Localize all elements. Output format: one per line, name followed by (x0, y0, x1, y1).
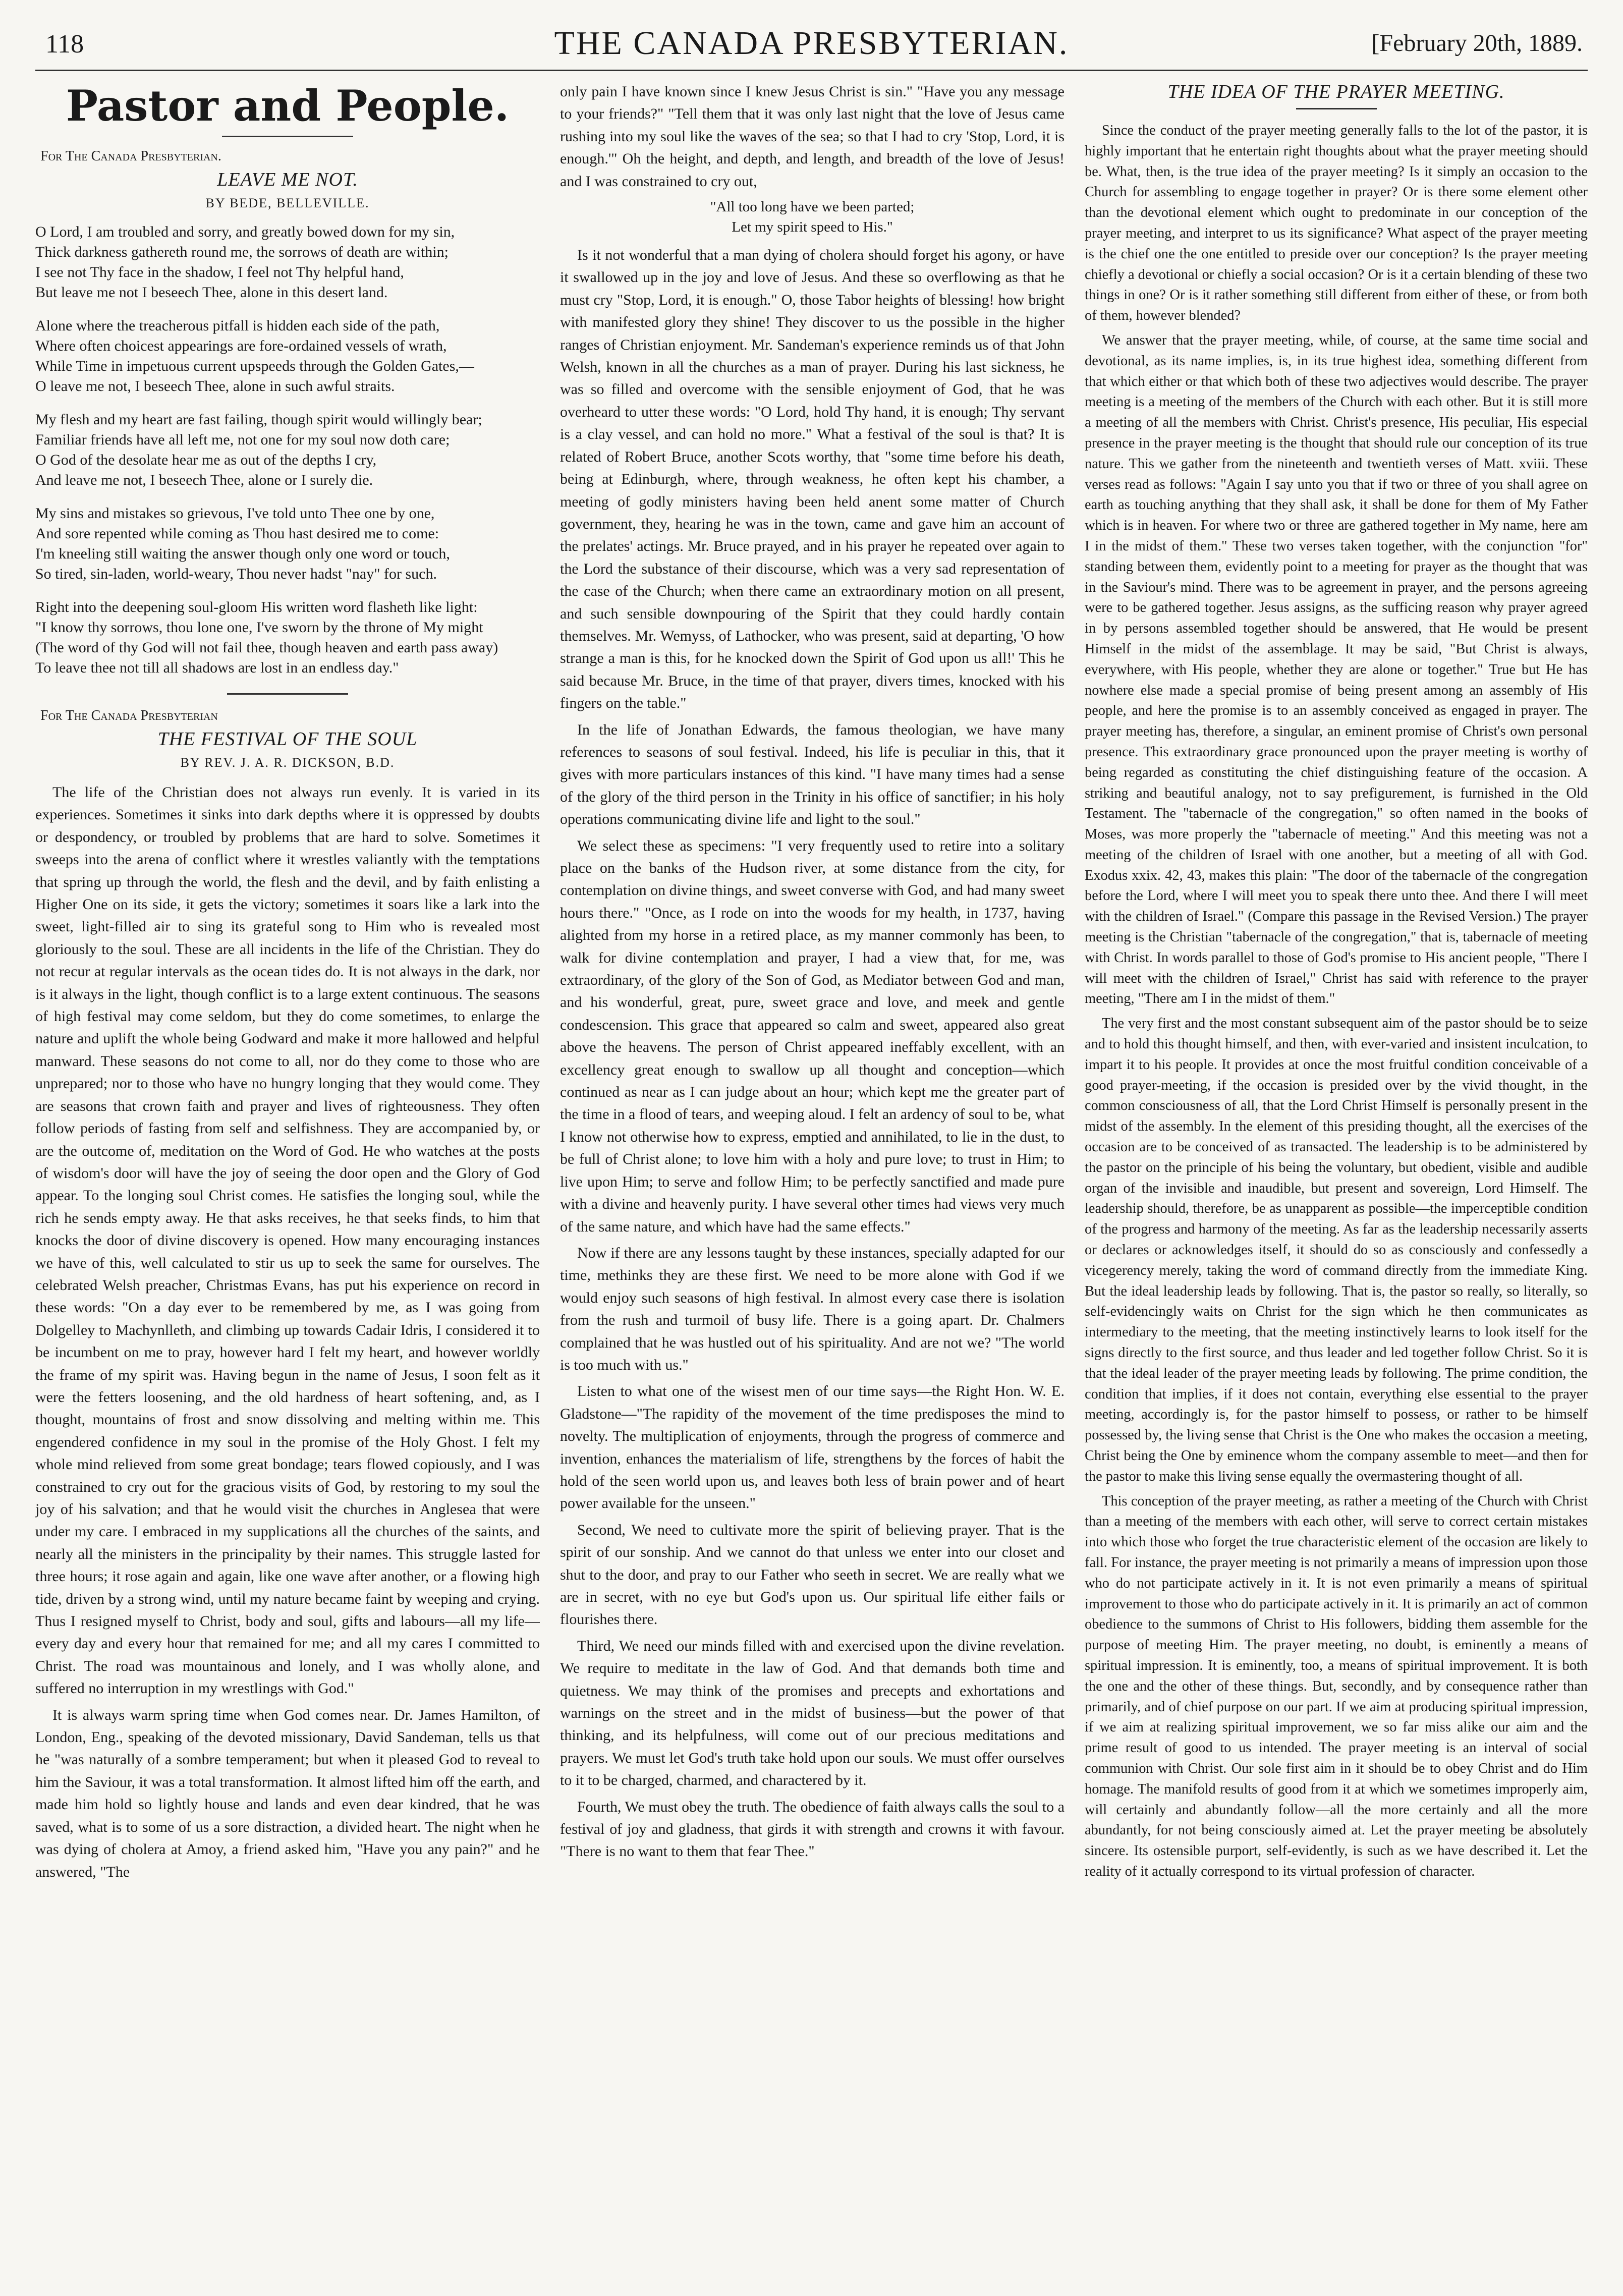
article-paragraph: Is it not wonderful that a man dying of cholera should forget his agony, or have it swallowed up in the joy and love of Jesus. And these so overflowing as that he must cry "Stop, Lord, it is enough." O, those Tabor heights of blessing! how bright with manifested glory they shine! They discover to us the possible in the higher ranges of Christian enjoyment. Mr. Sandeman's experience reminds us of that John Welsh, known in all the churches as a man of prayer. During his last sickness, he was so filled and overcome with the sensible enjoyment of God, that he was overheard to utter these words: "O Lord, hold Thy hand, it is enough; Thy servant is a clay vessel, and can hold no more." What a festival of the soul is that? It is related of Robert Bruce, another Scots worthy, that "some time before his death, being at Edinburgh, where, through weakness, he often kept his chamber, a meeting of godly ministers having been held anent some matter of Church government, they, hearing he was in the town, came and gave him an account of the prelates' actings. Mr. Bruce prayed, and in his prayer he repeated over again to the Lord the substance of their discourse, which was a very sad representation of the case of the Church; when there came an extraordinary motion on all present, and such sensible downpouring of the Spirit that they could hardly contain themselves. Mr. Wemyss, of Lathocker, who was present, said at departing, 'O how strange a man is this, for he knocked down the Spirit of God upon us all!' This he said because Mr. Bruce, in the time of that prayer, divers times, knocked with his fingers on the table." (560, 247, 1065, 712)
poem-stanza (35, 503, 540, 584)
page-number: 118 (45, 30, 84, 59)
quote-line: Let my spirit speed to His." (732, 219, 893, 236)
festival-title: THE FESTIVAL OF THE SOUL (157, 729, 418, 750)
poem-byline: BY BEDE, BELLEVILLE. (205, 196, 370, 210)
poem-stanza (35, 222, 540, 303)
newspaper-title: THE CANADA PRESBYTERIAN. (554, 25, 1069, 62)
poem-line: "I know thy sorrows, thou lone one, I've sworn by the throne of My might (35, 619, 483, 636)
hymn-quote (560, 197, 1065, 237)
poem-line: My flesh and my heart are fast failing, though spirit would willingly bear; (35, 411, 482, 428)
poem-line: I'm kneeling still waiting the answer though only one word or touch, (35, 545, 450, 562)
poem-title: LEAVE ME NOT. (217, 169, 358, 190)
article-paragraph: Listen to what one of the wisest men of our time says—the Right Hon. W. E. Gladstone—"The rapidity of the movement of the time predisposes the mind to novelty. The multiplication of enjoyments, through the progress of commerce and invention, enhances the materialism of life, strengthens by the forces of habit the hold of the seen world upon us, and leaves both less of brain power and of heart power available for the unseen." (560, 1383, 1065, 1512)
article-paragraph: Fourth, We must obey the truth. The obedience of faith always calls the soul to a festival of joy and gladness, that girds it with strength and crowns it with favour. "There is no want to them that fear Thee." (560, 1798, 1065, 1860)
article-paragraph: We select these as specimens: "I very frequently used to retire into a solitary place on the banks of the Hudson river, at some distance from the city, for contemplation on divine things, and sweet converse with God, and had many sweet hours there." "Once, as I rode on into the woods for my health, in 1737, having alighted from my horse in a retired place, as my manner commonly has been, to walk for divine contemplation and prayer, I had a view that, for me, was extraordinary, of the glory of the Son of God, as Mediator between God and man, and his wonderful, great, pure, sweet grace and love, and meek and gentle condescension. This grace that appeared so calm and sweet, appeared also great above the heavens. The person of Christ appeared ineffably excellent, with an excellency great enough to swallow up all thought and conception—which continued as near as I can judge about an hour; which kept me the greater part of the time in a flood of tears, and weeping aloud. I felt an ardency of soul to be, what I know not otherwise how to express, emptied and annihilated, to lie in the dust, to be full of Christ alone; to love him with a holy and pure love; to trust in Him; to live upon Him; to serve and follow Him; to be perfectly sanctified and made pure with a divine and heavenly purity. I have several other times had views very much of the same nature, and which have had the same effects." (560, 837, 1065, 1235)
poem-line: While Time in impetuous current upspeeds through the Golden Gates,— (35, 358, 474, 374)
poem-line: O God of the desolate hear me as out of the depths I cry, (35, 452, 377, 468)
article-paragraph: The very first and the most constant subsequent aim of the pastor should be to seize and to hold this thought himself, and then, with ever-varied and insistent inculcation, to impart it to his people. It provides at once the most fruitful condition conceivable of a good prayer-meeting, if the occasion is presided over by the vivid thought, in the common consciousness of all, that the Lord Christ Himself is personally present in the midst of the assembly. In the element of this presiding thought, all the exercises of the occasion are to be conceived of as transacted. The leadership is to be administered by the pastor on the principle of his being the voluntary, but obedient, visible and audible organ of the invisible and inaudible, but present and sovereign, Lord Himself. The leadership should, therefore, be as unapparent as possible—the imperceptible condition of the progress and harmony of the meeting. As far as the leadership necessarily asserts or declares or acknowledges itself, it should do so as consciously and confessedly a vicegerency merely, taking the word of command directly from the immediate King. But the ideal leadership leads by following. That is, the pastor so really, so literally, so self-evidencingly waits on Christ for the sign which he then communicates as intermediary to the meeting, that the meeting instinctively learns to look itself for the signs directly to the first source, and thus leader and led together follow Christ. So it is that the ideal leader of the prayer meeting leads by following. The prime condition, the condition that implies, if it does not contain, everything else essential to the prayer meeting, accordingly is, for the pastor himself to possess, or rather to be himself possessed by, the living sense that Christ is the One who makes the occasion a meeting, Christ being the One by eminence whom the company assemble to meet—and then for the pastor to make this living sense equally the overmastering thought of all. (1085, 1016, 1588, 1484)
article-paragraph: In the life of Jonathan Edwards, the famous theologian, we have many references to seasons of soul festival. Indeed, his life is peculiar in this, that it gives with more particulars instances of this kind. "I have many times had a sense of the glory of the third person in the Trinity in his office of sanctifier; in his holy operations communicating divine life and light to the soul." (560, 721, 1065, 828)
poem-line: To leave thee not till all shadows are lost in an endless day." (35, 659, 399, 676)
article-paragraph: We answer that the prayer meeting, while, of course, at the same time social and devotional, as its name implies, is, in its true highest idea, something different from that which either or that which both of these two adjectives would describe. The prayer meeting is a meeting of the members of the Church with each other. But it is still more a meeting of all the members with Christ. Christ's presence, His peculiar, His especial presence in the prayer meeting is the thought that should rule our conception of its true nature. This we gather from the nineteenth and twentieth verses of Matt. xviii. These verses read as follows: "Again I say unto you that if two or three of you shall agree on earth as touching anything that they shall ask, it shall be done for them of My Father which is in heaven. For where two or three are gathered together in My name, here am I in the midst of them." These two verses taken together, with the conjunction "for" standing between them, evidently point to a meeting for prayer as the thought that was in the Saviour's mind. There was to be agreement in prayer, and the persons agreeing were to be gathered together. Jesus assigns, as the sufficing reason why prayer agreed in by persons assembled together should be answered, that He would be present Himself in the midst of the assemblage. It may be said, "But Christ is always, everywhere, with His people, whether they are alone or together." True but He has nowhere else made a special promise of being present among an assembly of His people, and here the promise is to an assembly conceived as engaged in prayer. The prayer meeting has, therefore, a singular, an eminent promise of Christ's own personal presence. This extraordinary grace pronounced upon the prayer meeting is worthy of being regarded as constituting the chief distinguishing feature of the occasion. A striking and beautiful analogy, not to say prefigurement, is furnished in the Old Testament. The "tabernacle of the congregation," so often named in the books of Moses, was more properly the "tabernacle of meeting." And this meeting was not a meeting of the children of Israel with one another, but a meeting of all with God. Exodus xxix. 42, 43, makes this plain: "The door of the tabernacle of the congregation before the Lord, where I will meet you to speak there unto thee. And there I will meet with the children of Israel." (Compare this passage in the Revised Version.) The prayer meeting is the Christian "tabernacle of the congregation," that is, tabernacle of meeting with Christ. In words parallel to those of God's promise to His ancient people, "There I will meet with the children of Israel," Christ has said with reference to the prayer meeting, "There am I in the midst of them." (1085, 332, 1588, 1007)
poem-line: Familiar friends have all left me, not one for my soul now doth care; (35, 431, 450, 448)
festival-byline: BY REV. J. A. R. DICKSON, B.D. (180, 755, 395, 770)
article-paragraph: This conception of the prayer meeting, as rather a meeting of the Church with Christ than a meeting of the members with each other, will serve to correct certain mistakes into which those who forget the true characteristic element of the occasion are likely to fall. For instance, the prayer meeting is not primarily a means of impression upon those who do not participate actively in it. It is not even primarily a means of spiritual improvement to those who do participate actively in it. It is primarily an act of common obedience to the summons of Christ to His followers, bidding them assemble for the purpose of meeting Him. The prayer meeting, no doubt, is eminently a means of spiritual impression. It is eminently, too, a means of spiritual improvement. It is both the one and the other of these things. But, secondly, and by consequence rather than primarily, and of chief purpose on our part. If we aim at producing spiritual impression, if we aim at realizing spiritual improvement, we so far miss alike our aim and the prime result of good to us intended. The prayer meeting is an interval of social communion with Christ. Our sole first aim in it should be to obey Christ and do Him homage. The manifold results of good from it at which we sometimes improperly aim, will certainly and abundantly follow—all the more certainly and all the more abundantly, for not being consciously aimed at. Let the prayer meeting be absolutely sincere. Its ostensible purport, self-evidently, is such as we have described it. Let the reality of it actually correspond to its virtual profession of character. (1085, 1493, 1588, 1879)
poem-line: Right into the deepening soul-gloom His written word flasheth like light: (35, 599, 478, 615)
poem-line: I see not Thy face in the shadow, I feel not Thy helpful hand, (35, 264, 404, 281)
quote-line: "All too long have we been parted; (710, 199, 915, 215)
section-heading: Pastor and People. (66, 81, 510, 131)
article-divider (227, 693, 348, 695)
article-paragraph: The life of the Christian does not always run evenly. It is varied in its experiences. Sometimes it sinks into dark depths where it is oppressed by doubts or despondency, or troubled by problems that are hard to solve. Sometimes it sweeps into the arena of conflict where it wrestles valiantly with the temptations that spring up through the world, the flesh and the devil, and by faith enlisting a Higher One on its side, it gets the victory; sometimes it soars like a lark into the sweet, light-filled air to sing its grateful song to Him who is revealed most gloriously to the soul. These are all incidents in the life of the Christian. They do not recur at regular intervals as the ocean tides do. It is not always in the dark, nor is it always in the light, though conflict is to a large extent continuous. The seasons of high festival may come seldom, but they do come sometimes, to enlarge the nature and uplift the whole being Godward and make it more hallowed and helpful manward. These seasons do not come to all, nor do they come to those who are unprepared; nor to those who have no hungry longing that they would come. They are seasons that crown faith and prayer and lives of righteousness. They often follow periods of fasting from self and selfishness. They are accompanied by, or are the outcome of, meditation on the Word of God. He who watches at the posts of wisdom's door will have the joy of seeing the door open and the Glory of God appear. To the longing soul Christ comes. He satisfies the longing soul, while the rich he sends empty away. He that asks receives, he that seeks finds, to him that knocks the door of divine discovery is opened. How many encouraging instances we have of this, well calculated to stir us up to seek the same for ourselves. The celebrated Welsh preacher, Christmas Evans, has put his experience on record in these words: "On a day ever to be remembered by me, as I was going from Dolgelley to Machynlleth, and climbing up towards Cadair Idris, I considered it to be incumbent on me to pray, however hard I felt my heart, and however worldly the frame of my spirit was. Having begun in the name of Jesus, I soon felt as it were the fetters loosening, and the old hardness of heart softening, and, as I thought, mountains of frost and snow dissolving and melting within me. This engendered confidence in my soul in the promise of the Holy Ghost. I felt my whole mind relieved from some great bondage; tears flowed copiously, and I was constrained to cry out for the gracious visits of God, by restoring to my soul the joy of his salvation; and that he would visit the churches in Anglesea that were under my care. I embraced in my supplications all the churches of the saints, and nearly all the ministers in the principality by their names. This struggle lasted for three hours; it rose again and again, like one wave after another, or a flowing high tide, driven by a strong wind, until my nature became faint by weeping and crying. Thus I resigned myself to Christ, body and soul, gifts and labours—all my life—every day and every hour that remained for me; and all my cares I committed to Christ. The road was mountainous and lonely, and I was wholly alone, and suffered no interruption in my wrestlings with God." (35, 784, 540, 1697)
poem-line: Thick darkness gathereth round me, the sorrows of death are within; (35, 244, 449, 260)
masthead (35, 14, 1588, 71)
article-paragraph: Second, We need to cultivate more the spirit of believing prayer. That is the spirit of our sonship. And we cannot do that unless we enter into our closet and shut to the door, and pray to our Father who seeth in secret. We are really what we are in secret, with no eye but God's upon us. Our spiritual life either fails or flourishes there. (560, 1521, 1065, 1628)
column-3 (1085, 81, 1588, 2281)
article-paragraph: Now if there are any lessons taught by these instances, specially adapted for our time, methinks they are these first. We need to be more alone with God if we would enjoy such seasons of high festival. In almost every case there is isolation from the rush and turmoil of busy life. There is a going apart. Dr. Chalmers complained that he was hustled out of his spirituality. And are not we? "The world is too much with us." (560, 1244, 1065, 1373)
poem-line: And leave me not, I beseech Thee, alone or I surely die. (35, 472, 373, 488)
column-1 (35, 81, 540, 2281)
title-rule (1296, 108, 1377, 109)
issue-date: [February 20th, 1889. (1371, 30, 1583, 57)
poem-line: O Lord, I am troubled and sorry, and greatly bowed down for my sin, (35, 223, 455, 240)
poem-line: And sore repented while coming as Thou hast desired me to come: (35, 525, 439, 542)
poem-line: Where often choicest appearings are fore-ordained vessels of wrath, (35, 338, 447, 354)
poem-stanza (35, 597, 540, 678)
poem-for-line: For The Canada Presbyterian. (40, 148, 221, 164)
poem-line: But leave me not I beseech Thee, alone in this desert land. (35, 284, 388, 301)
poem-line: Alone where the treacherous pitfall is hidden each side of the path, (35, 317, 440, 334)
poem-line: O leave me not, I beseech Thee, alone in such awful straits. (35, 378, 395, 395)
article-paragraph: Third, We need our minds filled with and exercised upon the divine revelation. We require to meditate in the law of God. And that demands both time and quietness. We may think of the promises and precepts and exhortations and warnings on the street and in the midst of business—but the power of that thinking, and its helpfulness, will come out of our precious meditations and prayers. We must let God's truth take hold upon our souls. We must offer ourselves to it to be charged, charmed, and charactered by it. (560, 1637, 1065, 1789)
article-paragraph: only pain I have known since I knew Jesus Christ is sin." "Have you any message to your friends?" "Tell them that it was only last night that the love of Jesus came rushing into my soul like the waves of the sea; so that I had to cry 'Stop, Lord, it is enough.'" Oh the height, and depth, and length, and breadth of the love of Jesus! and I was constrained to cry out, (560, 83, 1065, 190)
column-2 (560, 81, 1065, 2281)
article-paragraph: Since the conduct of the prayer meeting generally falls to the lot of the pastor, it is highly important that he entertain right thoughts about what the prayer meeting should be. What, then, is the true idea of the prayer meeting? Is it simply an occasion to the Church for assembling to engage together in prayer? Or is there some element other than the devotional element which ought to predominate in our conception of the prayer meeting, and interpret to us its significance? What aspect of the prayer meeting is the chief one the one entitled to preside over our conception? Is the prayer meeting chiefly a devotional or chiefly a social occasion? Or is it a certain blending of these two things in one? Or is it rather something still different from either of these, or from both of them, however blended? (1085, 123, 1588, 324)
heading-rule (222, 136, 353, 137)
idea-title: THE IDEA OF THE PRAYER MEETING. (1167, 81, 1505, 102)
poem-line: So tired, sin-laden, world-weary, Thou never hadst "nay" for such. (35, 566, 437, 582)
columns (35, 81, 1588, 2281)
poem-line: My sins and mistakes so grievous, I've told unto Thee one by one, (35, 505, 435, 522)
poem-stanza (35, 316, 540, 397)
poem-stanza (35, 410, 540, 490)
article-paragraph: It is always warm spring time when God comes near. Dr. James Hamilton, of London, Eng., speaking of the devoted missionary, David Sandeman, tells us that he "was naturally of a sombre temperament; but when it pleased God to reveal to him the Saviour, it was a total transformation. It almost lifted him off the earth, and made him hold so lightly house and lands and even dear kindred, that he was saved, what is to some of us a sore distraction, a divided heart. The night when he was dying of cholera at Amoy, a friend asked him, "Have you any pain?" and he answered, "The (35, 1706, 540, 1880)
poem-line: (The word of thy God will not fail thee, though heaven and earth pass away) (35, 639, 498, 656)
festival-for-line: For The Canada Presbyterian (40, 708, 218, 723)
